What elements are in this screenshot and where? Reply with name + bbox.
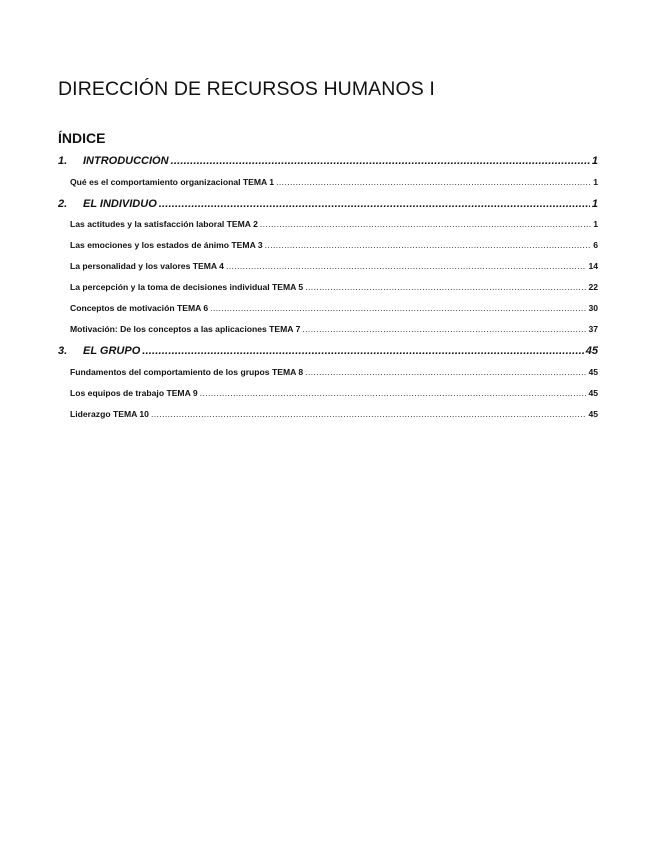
toc-entry-number: 1. xyxy=(58,155,68,167)
toc-dot-leader xyxy=(305,367,586,377)
toc-entry-tema-10[interactable] xyxy=(58,409,598,430)
toc-entry-el-grupo[interactable] xyxy=(58,345,598,367)
toc-entry-label: Los equipos de trabajo TEMA 9 xyxy=(70,387,198,398)
toc-entry-tema-2[interactable] xyxy=(58,219,598,240)
toc-entry-page: 6 xyxy=(593,240,598,250)
toc-entry-label: Qué es el comportamiento organizacional TEMA 1 xyxy=(70,176,275,187)
toc-entry-page: 45 xyxy=(588,408,598,419)
table-of-contents xyxy=(58,155,598,430)
toc-dot-leader xyxy=(210,303,586,313)
toc-entry-label: INTRODUCCIÓN xyxy=(83,155,169,167)
toc-entry-tema-3[interactable] xyxy=(58,240,598,261)
toc-entry-tema-4[interactable] xyxy=(58,261,598,282)
toc-dot-leader xyxy=(200,388,587,398)
toc-entry-label: Liderazgo TEMA 10 xyxy=(70,408,149,419)
toc-entry-number: 3. xyxy=(58,345,68,357)
toc-entry-page: 45 xyxy=(588,366,598,377)
toc-entry-label: Las actitudes y la satisfacción laboral TEMA 2 xyxy=(70,219,258,229)
toc-dot-leader xyxy=(159,198,590,210)
toc-dot-leader xyxy=(276,177,591,187)
toc-entry-page: 1 xyxy=(593,219,598,229)
toc-entry-label: Conceptos de motivación TEMA 6 xyxy=(70,303,209,313)
toc-entry-page: 30 xyxy=(588,303,598,313)
document-title: DIRECCIÓN DE RECURSOS HUMANOS I xyxy=(58,78,435,100)
toc-entry-label: La percepción y la toma de decisiones individual TEMA 5 xyxy=(70,282,304,292)
toc-dot-leader xyxy=(142,345,583,357)
toc-entry-page: 45 xyxy=(585,345,598,357)
toc-entry-tema-6[interactable] xyxy=(58,303,598,324)
toc-entry-number: 2. xyxy=(58,197,68,210)
toc-dot-leader xyxy=(265,240,592,250)
toc-entry-tema-5[interactable] xyxy=(58,282,598,303)
toc-entry-page: 1 xyxy=(591,197,598,210)
toc-dot-leader xyxy=(302,324,586,334)
toc-entry-page: 37 xyxy=(588,324,598,334)
toc-dot-leader xyxy=(171,155,590,167)
toc-entry-page: 1 xyxy=(593,176,598,187)
toc-dot-leader xyxy=(260,219,591,229)
toc-entry-el-individuo[interactable] xyxy=(58,198,598,220)
toc-entry-page: 14 xyxy=(588,261,598,271)
toc-entry-label: Las emociones y los estados de ánimo TEMA 3 xyxy=(70,240,263,250)
toc-entry-label: EL GRUPO xyxy=(83,345,141,357)
toc-entry-label: La personalidad y los valores TEMA 4 xyxy=(70,261,224,271)
toc-dot-leader xyxy=(305,282,586,292)
toc-entry-page: 1 xyxy=(591,155,598,167)
toc-entry-introduccion[interactable] xyxy=(58,155,598,177)
toc-entry-page: 45 xyxy=(588,387,598,398)
toc-dot-leader xyxy=(226,261,586,271)
toc-entry-tema-1[interactable] xyxy=(58,177,598,198)
toc-dot-leader xyxy=(151,409,586,419)
toc-heading: ÍNDICE xyxy=(58,130,106,146)
toc-entry-tema-8[interactable] xyxy=(58,367,598,388)
toc-entry-label: EL INDIVIDUO xyxy=(83,197,157,210)
toc-entry-tema-7[interactable] xyxy=(58,324,598,345)
toc-entry-label: Fundamentos del comportamiento de los grupos TEMA 8 xyxy=(70,366,304,377)
toc-entry-page: 22 xyxy=(588,282,598,292)
toc-entry-tema-9[interactable] xyxy=(58,388,598,409)
toc-entry-label: Motivación: De los conceptos a las aplicaciones TEMA 7 xyxy=(70,324,301,334)
